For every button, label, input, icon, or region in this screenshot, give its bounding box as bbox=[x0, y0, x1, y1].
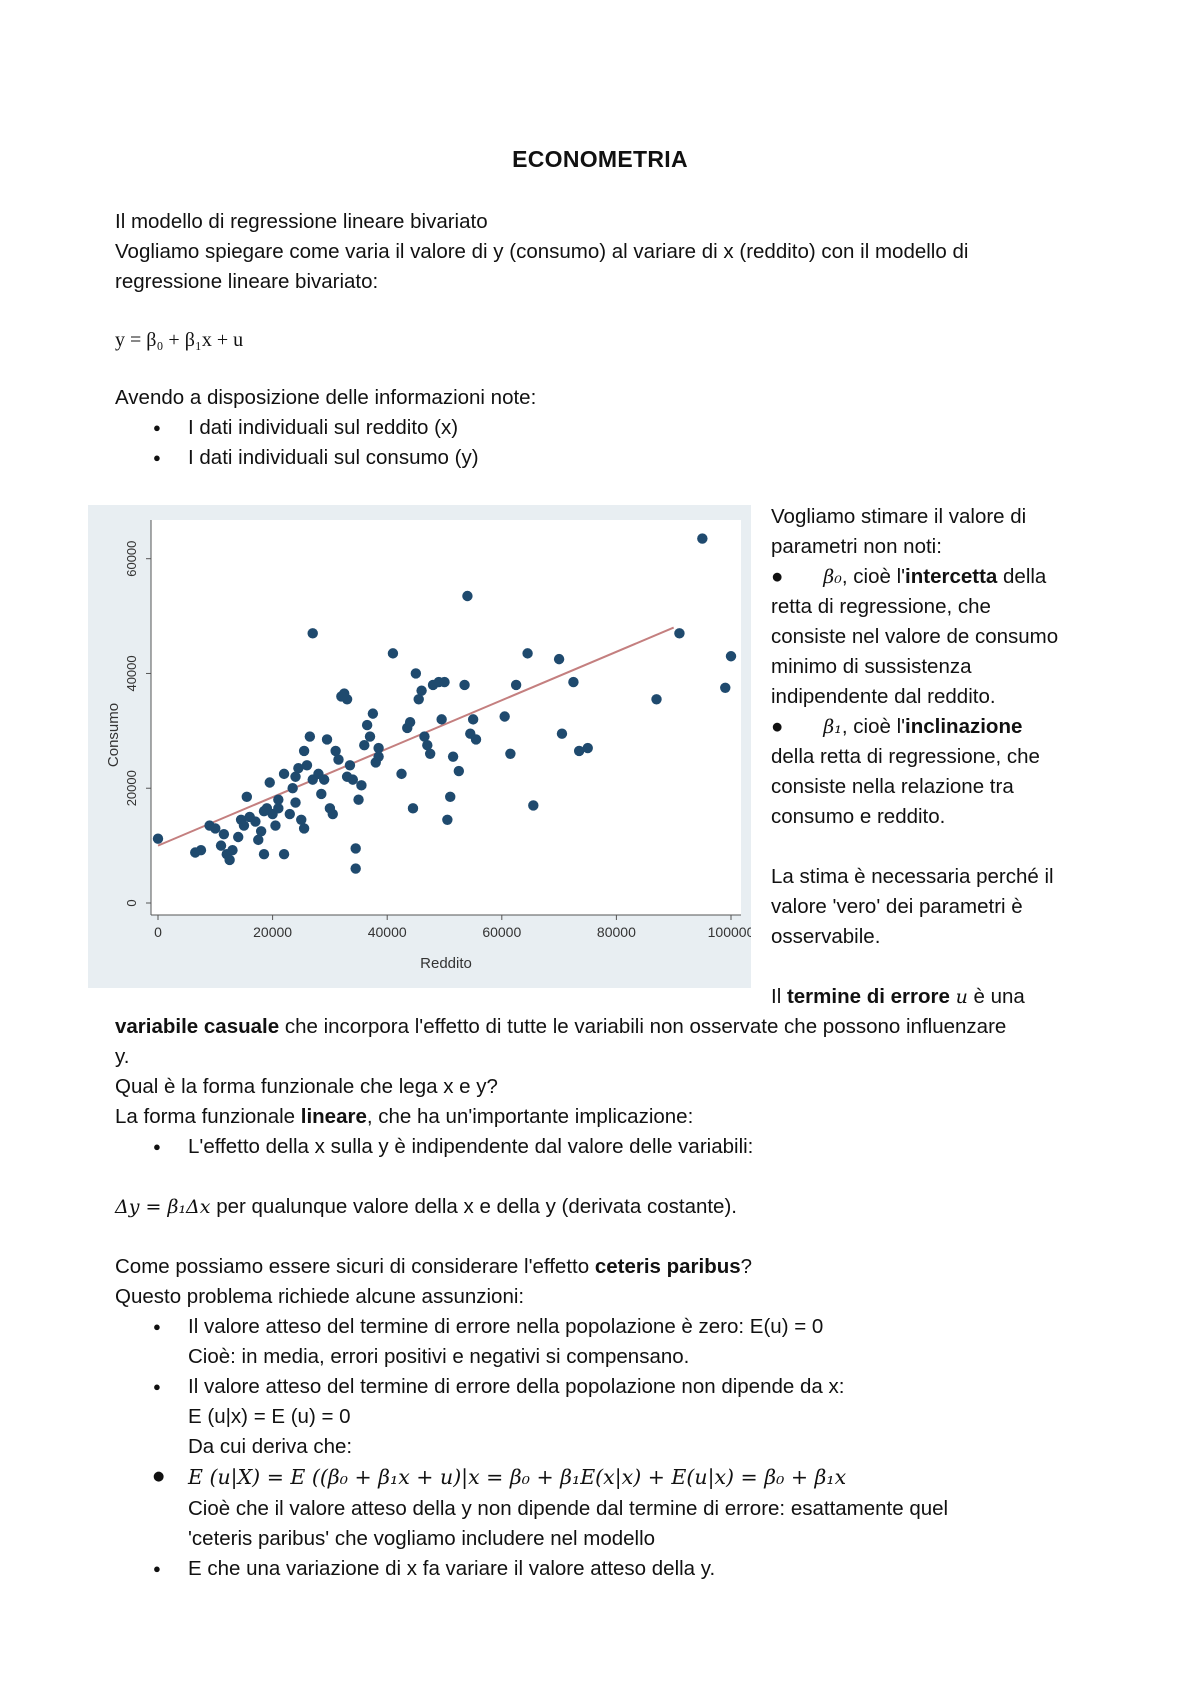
data-point bbox=[242, 792, 252, 802]
data-point bbox=[256, 826, 266, 836]
beta0-symbol: β₀ bbox=[823, 566, 842, 588]
variabile-casuale-term: variabile casuale bbox=[115, 1015, 280, 1038]
data-point bbox=[210, 823, 220, 833]
assumption-4: ● E che una variazione di x fa variare il valore atteso della y. bbox=[188, 1554, 715, 1584]
y-tick-label: 60000 bbox=[124, 540, 139, 577]
data-point bbox=[471, 734, 481, 744]
beta1-text: , cioè l' bbox=[841, 715, 906, 738]
assumption-2: ● Il valore atteso del termine di errore della popolazione non dipende da x: bbox=[188, 1372, 844, 1402]
data-point bbox=[425, 749, 435, 759]
data-point bbox=[196, 845, 206, 855]
data-point bbox=[436, 714, 446, 724]
data-point bbox=[350, 863, 360, 873]
data-point bbox=[388, 648, 398, 658]
x-tick-label: 100000 bbox=[707, 924, 751, 940]
question-2 bbox=[115, 1102, 693, 1132]
data-point bbox=[273, 795, 283, 805]
data-point bbox=[511, 680, 521, 690]
side-line-4: retta di regressione, che bbox=[771, 595, 991, 618]
data-point bbox=[353, 795, 363, 805]
body-line-casuale bbox=[115, 1012, 1006, 1042]
x-tick-label: 20000 bbox=[253, 924, 293, 940]
side-beta1-line bbox=[771, 712, 1022, 742]
intro-line-2: regressione lineare bivariato: bbox=[115, 270, 379, 293]
data-point bbox=[270, 820, 280, 830]
data-point bbox=[442, 815, 452, 825]
side-line-14: osservabile. bbox=[771, 925, 881, 948]
beta0-text-end: della bbox=[997, 565, 1047, 588]
beta1-symbol: β₁ bbox=[823, 716, 842, 738]
data-point bbox=[365, 731, 375, 741]
data-point bbox=[505, 749, 515, 759]
data-point bbox=[445, 792, 455, 802]
model-formula: y = β₀ + β₁x + u bbox=[115, 329, 244, 351]
data-point bbox=[528, 800, 538, 810]
data-point bbox=[290, 797, 300, 807]
expectation-note-1: Cioè che il valore atteso della y non dipende dal termine di errore: esattamente quel bbox=[188, 1497, 949, 1520]
info-intro: Avendo a disposizione delle informazioni note: bbox=[115, 386, 537, 409]
data-point bbox=[305, 731, 315, 741]
y-tick-label: 20000 bbox=[124, 770, 139, 807]
y-tick-label: 0 bbox=[124, 899, 139, 907]
data-point bbox=[362, 720, 372, 730]
data-point bbox=[462, 591, 472, 601]
x-tick-label: 40000 bbox=[367, 924, 407, 940]
data-point bbox=[279, 769, 289, 779]
side-line-12: La stima è necessaria perché il bbox=[771, 865, 1054, 888]
q2-suffix: , che ha un'importante implicazione: bbox=[366, 1105, 694, 1128]
data-point bbox=[720, 683, 730, 693]
data-point bbox=[153, 834, 163, 844]
data-point bbox=[319, 774, 329, 784]
data-point bbox=[554, 654, 564, 664]
data-point bbox=[454, 766, 464, 776]
bullet-dot: ● bbox=[771, 565, 784, 588]
data-point bbox=[259, 849, 269, 859]
assumption-1: ● Il valore atteso del termine di errore nella popolazione è zero: E(u) = 0 bbox=[188, 1312, 823, 1342]
side-line-6: minimo di sussistenza bbox=[771, 655, 972, 678]
data-point bbox=[468, 714, 478, 724]
cp-prefix: Come possiamo essere sicuri di considerare l'effetto bbox=[115, 1255, 595, 1278]
data-point bbox=[583, 743, 593, 753]
data-point bbox=[697, 533, 707, 543]
data-point bbox=[405, 717, 415, 727]
data-point bbox=[308, 628, 318, 638]
section-heading: Il modello di regressione lineare bivariato bbox=[115, 210, 488, 233]
data-point bbox=[227, 845, 237, 855]
data-point bbox=[316, 789, 326, 799]
data-point bbox=[285, 809, 295, 819]
data-point bbox=[359, 740, 369, 750]
bullet-dot: ● bbox=[771, 715, 784, 738]
data-point bbox=[233, 832, 243, 842]
beta0-text: , cioè l' bbox=[841, 565, 906, 588]
data-point bbox=[651, 694, 661, 704]
data-point bbox=[411, 668, 421, 678]
data-point bbox=[368, 708, 378, 718]
side-line-5: consiste nel valore de consumo bbox=[771, 625, 1059, 648]
x-tick-label: 60000 bbox=[482, 924, 522, 940]
x-tick-label: 0 bbox=[154, 924, 162, 940]
expectation-formula: ● E (u|X) = E ((β₀ + β₁x + u)|x = β₀ + β₁E(x|x) + E(u|x) = β₀ + β₁x bbox=[188, 1462, 846, 1492]
x-axis-label: Reddito bbox=[420, 955, 472, 972]
data-point bbox=[499, 711, 509, 721]
side-line-1: Vogliamo stimare il valore di bbox=[771, 505, 1027, 528]
error-prefix: Il bbox=[771, 985, 787, 1008]
casuale-text: che incorpora l'effetto di tutte le variabili non osservate che possono influenzare bbox=[279, 1015, 1007, 1038]
assumption-1-note: Cioè: in media, errori positivi e negativi si compensano. bbox=[188, 1345, 690, 1368]
y-tick-label: 40000 bbox=[124, 655, 139, 692]
data-point bbox=[459, 680, 469, 690]
error-term: termine di errore bbox=[786, 985, 950, 1008]
data-point bbox=[674, 628, 684, 638]
ceteris-paribus-term: ceteris paribus bbox=[594, 1255, 741, 1278]
side-line-10: consiste nella relazione tra bbox=[771, 775, 1014, 798]
side-line-7: indipendente dal reddito. bbox=[771, 685, 996, 708]
delta-text: per qualunque valore della x e della y (derivata costante). bbox=[210, 1195, 737, 1218]
side-line-11: consumo e reddito. bbox=[771, 805, 946, 828]
data-point bbox=[239, 820, 249, 830]
q2-prefix: La forma funzionale bbox=[115, 1105, 301, 1128]
data-point bbox=[299, 746, 309, 756]
body-line-y: y. bbox=[115, 1045, 130, 1068]
error-suffix: è una bbox=[967, 985, 1025, 1008]
error-term-line bbox=[771, 982, 1025, 1012]
data-point bbox=[265, 777, 275, 787]
assunzioni-intro: Questo problema richiede alcune assunzioni: bbox=[115, 1285, 525, 1308]
data-point bbox=[279, 849, 289, 859]
document-title: ECONOMETRIA bbox=[512, 146, 688, 172]
question-1: Qual è la forma funzionale che lega x e y? bbox=[115, 1075, 498, 1098]
scatter-chart bbox=[88, 505, 751, 988]
data-point bbox=[396, 769, 406, 779]
data-point bbox=[224, 855, 234, 865]
side-line-13: valore 'vero' dei parametri è bbox=[771, 895, 1023, 918]
data-point bbox=[568, 677, 578, 687]
expectation-note-2: 'ceteris paribus' che vogliamo includere nel modello bbox=[188, 1527, 656, 1550]
scatter-chart-panel bbox=[88, 505, 751, 988]
data-point bbox=[250, 816, 260, 826]
data-point bbox=[522, 648, 532, 658]
data-point bbox=[557, 729, 567, 739]
cp-suffix: ? bbox=[740, 1255, 753, 1278]
data-point bbox=[302, 760, 312, 770]
data-point bbox=[322, 734, 332, 744]
data-point bbox=[333, 754, 343, 764]
data-point bbox=[328, 809, 338, 819]
data-point bbox=[287, 783, 297, 793]
delta-equation bbox=[115, 1192, 737, 1222]
assumption-2-formula: E (u|x) = E (u) = 0 bbox=[188, 1405, 351, 1428]
delta-math: Δy = β₁Δx bbox=[115, 1196, 211, 1218]
inclinazione-term: inclinazione bbox=[905, 715, 1023, 738]
assumption-2-note: Da cui deriva che: bbox=[188, 1435, 353, 1458]
u-symbol: u bbox=[955, 986, 968, 1008]
data-point bbox=[448, 751, 458, 761]
bullet-reddito: ● I dati individuali sul reddito (x) bbox=[188, 413, 458, 443]
data-point bbox=[408, 803, 418, 813]
x-axis bbox=[151, 915, 751, 940]
data-point bbox=[373, 743, 383, 753]
y-axis-label: Consumo bbox=[105, 702, 122, 768]
intercetta-term: intercetta bbox=[905, 565, 998, 588]
data-point bbox=[299, 823, 309, 833]
side-line-9: della retta di regressione, che bbox=[771, 745, 1040, 768]
lineare-term: lineare bbox=[300, 1105, 367, 1128]
ceteris-paribus-line bbox=[115, 1252, 752, 1282]
y-axis bbox=[124, 520, 151, 915]
data-point bbox=[416, 685, 426, 695]
data-point bbox=[345, 760, 355, 770]
bullet-consumo: ● I dati individuali sul consumo (y) bbox=[188, 443, 479, 473]
data-point bbox=[348, 774, 358, 784]
bullet-effetto: ● L'effetto della x sulla y è indipendente dal valore delle variabili: bbox=[188, 1132, 753, 1162]
data-point bbox=[726, 651, 736, 661]
side-beta0-line bbox=[771, 562, 1046, 592]
side-line-2: parametri non noti: bbox=[771, 535, 942, 558]
data-point bbox=[216, 840, 226, 850]
data-point bbox=[350, 843, 360, 853]
x-tick-label: 80000 bbox=[596, 924, 636, 940]
data-point bbox=[342, 694, 352, 704]
data-point bbox=[439, 677, 449, 687]
data-point bbox=[356, 780, 366, 790]
intro-line-1: Vogliamo spiegare come varia il valore di y (consumo) al variare di x (reddito) con il modello di bbox=[115, 240, 969, 263]
data-point bbox=[219, 829, 229, 839]
